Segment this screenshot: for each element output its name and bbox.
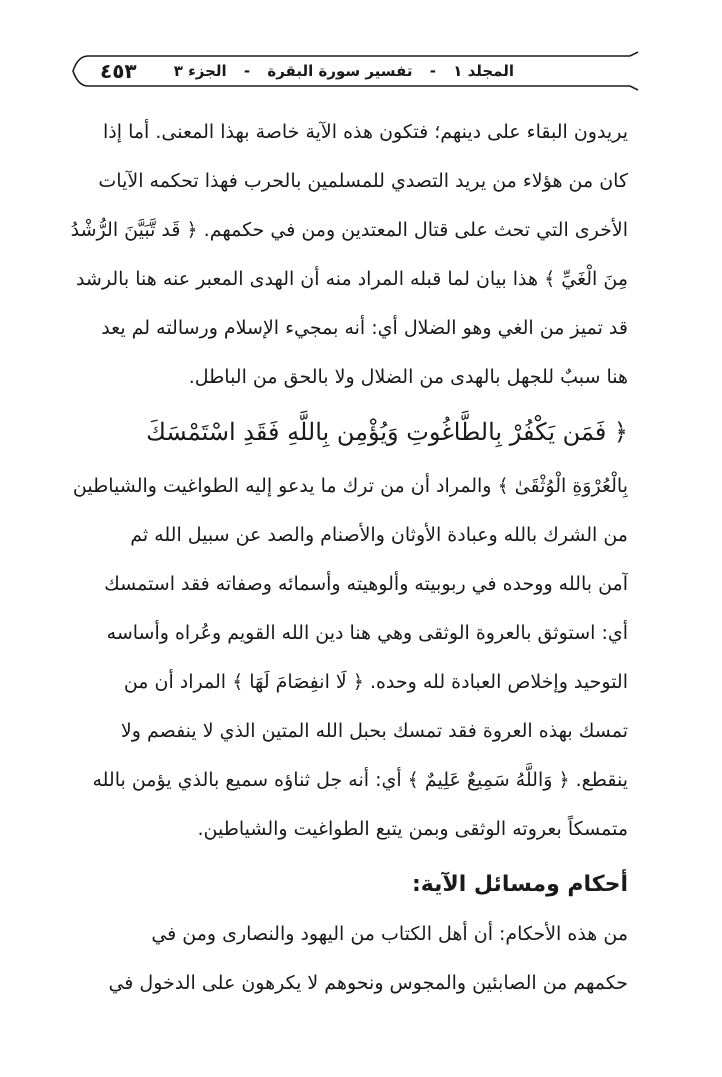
header-separator: - (243, 62, 251, 80)
header-separator: - (429, 62, 436, 80)
header-book-title: تفسير سورة البقرة (267, 62, 413, 80)
text-line: كان من هؤلاء من يريد التصدي للمسلمين بالحرب فهذا تحكمه الآيات (98, 170, 628, 192)
text-line: حكمهم من الصابئين والمجوس ونحوهم لا يكرهون على الدخول في (108, 972, 628, 994)
page-number: ٤٥٣ (100, 59, 137, 83)
quran-verse-line: ﴿ فَمَن يَكْفُرْ بِالطَّاغُوتِ وَيُؤْمِن بِاللَّهِ فَقَدِ اسْتَمْسَكَ (146, 418, 628, 446)
text-line: هنا سببٌ للجهل بالهدى من الضلال ولا بالحق من الباطل. (188, 366, 628, 388)
text-line: الأخرى التي تحث على قتال المعتدين ومن في حكمهم. ﴿ قَد تَّبَيَّنَ الرُّشْدُ (70, 219, 628, 241)
text-line: متمسكاً بعروته الوثقى وبمن يتبع الطواغيت والشياطين. (197, 818, 628, 840)
text-line: قد تميز من الغي وهو الضلال أي: أنه بمجيء الإسلام ورسالته لم يعد (101, 317, 628, 339)
text-line: تمسك بهذه العروة فقد تمسك بحبل الله المتين الذي لا ينفصم ولا (120, 720, 628, 742)
header-volume: المجلد ١ (453, 62, 514, 80)
text-line: التوحيد وإخلاص العبادة لله وحده. ﴿ لَا انفِصَامَ لَهَا ﴾ المراد أن من (123, 671, 628, 693)
text-line: بِالْعُرْوَةِ الْوُثْقَىٰ ﴾ والمراد أن من ترك ما يدعو إليه الطواغيت والشياطين (72, 475, 628, 497)
running-header (70, 50, 640, 92)
text-line: من الشرك بالله وعبادة الأوثان والأصنام والصد عن سبيل الله ثم (130, 524, 628, 546)
text-line: من هذه الأحكام: أن أهل الكتاب من اليهود والنصارى ومن في (151, 923, 628, 945)
text-line: ينقطع. ﴿ وَاللَّهُ سَمِيعٌ عَلِيمٌ ﴾ أي: أنه جل ثناؤه سميع بالذي يؤمن بالله (92, 769, 628, 791)
header-part: الجزء ٣ (173, 62, 227, 80)
page-body (62, 108, 628, 1008)
header-title (168, 62, 520, 80)
text-line: أي: استوثق بالعروة الوثقى وهي هنا دين الله القويم وعُراه وأساسه (106, 622, 628, 644)
section-heading: أحكام ومسائل الآية: (411, 872, 628, 897)
text-line: مِنَ الْغَيِّ ﴾ هذا بيان لما قبله المراد منه أن الهدى المعبر عنه هنا بالرشد (75, 268, 628, 290)
text-line: يريدون البقاء على دينهم؛ فتكون هذه الآية خاصة بهذا المعنى. أما إذا (103, 121, 628, 143)
text-line: آمن بالله ووحده في ربوبيته وألوهيته وأسمائه وصفاته فقد استمسك (104, 573, 628, 595)
